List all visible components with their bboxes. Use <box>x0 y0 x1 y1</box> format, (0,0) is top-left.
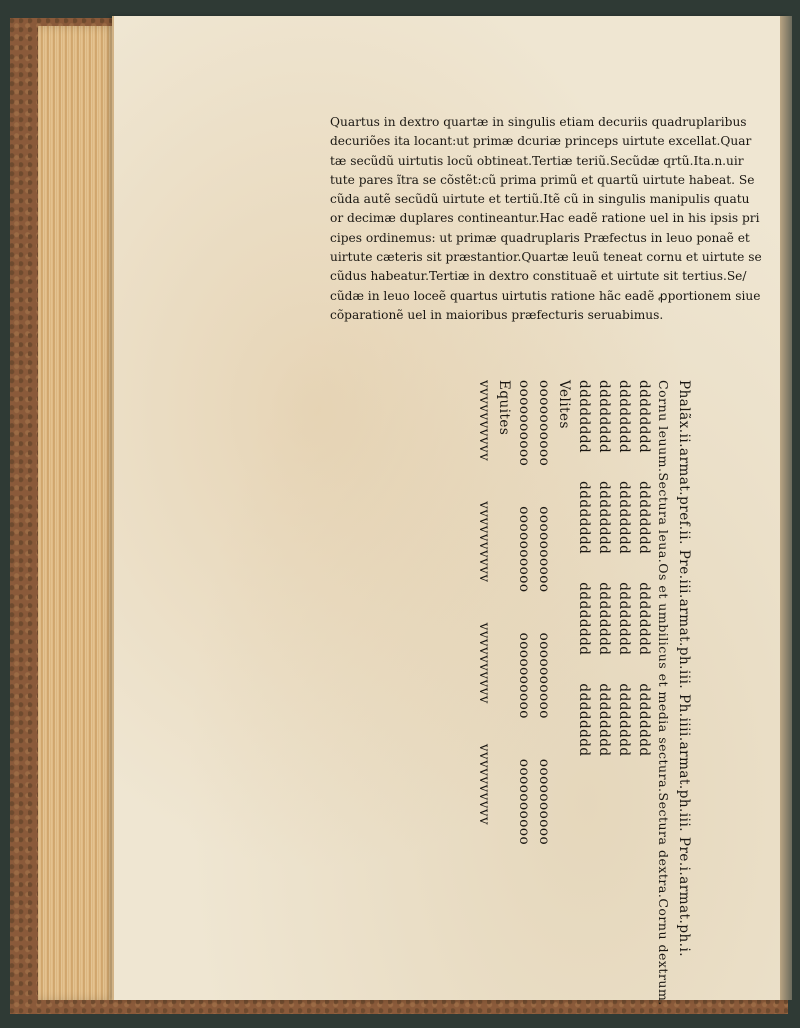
page-edges <box>38 26 118 1000</box>
d-row: dddddddd dddddddd dddddddd dddddddd <box>616 380 632 757</box>
text-line: cipes ordinemus: ut primæ quadruplaris Præfectus in leuo ponaẽ et <box>330 230 750 245</box>
text-line: or decimæ duplares contineantur.Hac eadẽ ratione uel in his ipsis pri <box>330 211 760 226</box>
diagram-labels <box>654 380 674 1006</box>
phalanx-diagram <box>412 380 694 1006</box>
v-row: vvvvvvvvvv vvvvvvvvvv vvvvvvvvvv vvvvvvvvvv <box>476 380 492 826</box>
d-row: dddddddd dddddddd dddddddd dddddddd <box>636 380 652 757</box>
right-edge <box>780 16 792 1000</box>
equites-label: Equites <box>496 380 512 436</box>
text-line: tute pares ĩtra se cõstẽt:cũ prima primũ et quartũ uirtute habeat. Se <box>330 172 755 187</box>
o-row: oooooooooo oooooooooo oooooooooo oooooooooo <box>516 380 532 846</box>
text-line: cũdus habeatur.Tertiæ in dextro constituaẽ et uirtute sit tertius.Se/ <box>330 269 747 284</box>
text-line: cõparationẽ uel in maioribus præfecturis seruabimus. <box>330 307 664 322</box>
text-line: cũdæ in leuo loceẽ quartus uirtutis ratione hãc eadẽ ꝓportionem siue <box>330 288 761 303</box>
o-row: oooooooooo oooooooooo oooooooooo oooooooooo <box>536 380 552 846</box>
label-sectura-leua: Sectura leua. <box>656 472 672 564</box>
d-row: dddddddd dddddddd dddddddd dddddddd <box>576 380 592 757</box>
text-line: cũda autẽ secũdũ uirtute et tertiũ.Itẽ cũ in singulis manipulis quatu <box>330 192 750 207</box>
text-line: tæ secũdũ uirtutis locũ obtineat.Tertiæ teriũ.Secũdæ qrtũ.Ita.n.uir <box>330 153 744 168</box>
label-cornu-dextrum: Cornu dextrum. <box>656 898 672 1006</box>
label-cornu-leuum: Cornu leuum. <box>656 380 672 473</box>
velites-label: Velites <box>556 380 572 429</box>
label-media-sectura: Os et umbilicus et media sectura. <box>656 563 672 793</box>
text-line: decuriões ita locant:ut primæ dcuriæ princeps uirtute excellat.Quar <box>330 134 752 149</box>
body-paragraph <box>330 113 762 325</box>
d-row: dddddddd dddddddd dddddddd dddddddd <box>596 380 612 757</box>
label-sectura-dextra: Sectura dextra. <box>656 792 672 899</box>
diagram-header: Phalãx.ii.armat.pref.ii. Pre.iii.armat.ph.iii. Ph.iiii.armat.ph.iii. Pre.i.armat.ph.i. <box>676 380 692 958</box>
text-line: uirtute cæteris sit præstantior.Quartæ leuũ teneat cornu et uirtute se <box>330 250 762 265</box>
text-line: Quartus in dextro quartæ in singulis etiam decuriis quadruplaribus <box>330 115 747 129</box>
